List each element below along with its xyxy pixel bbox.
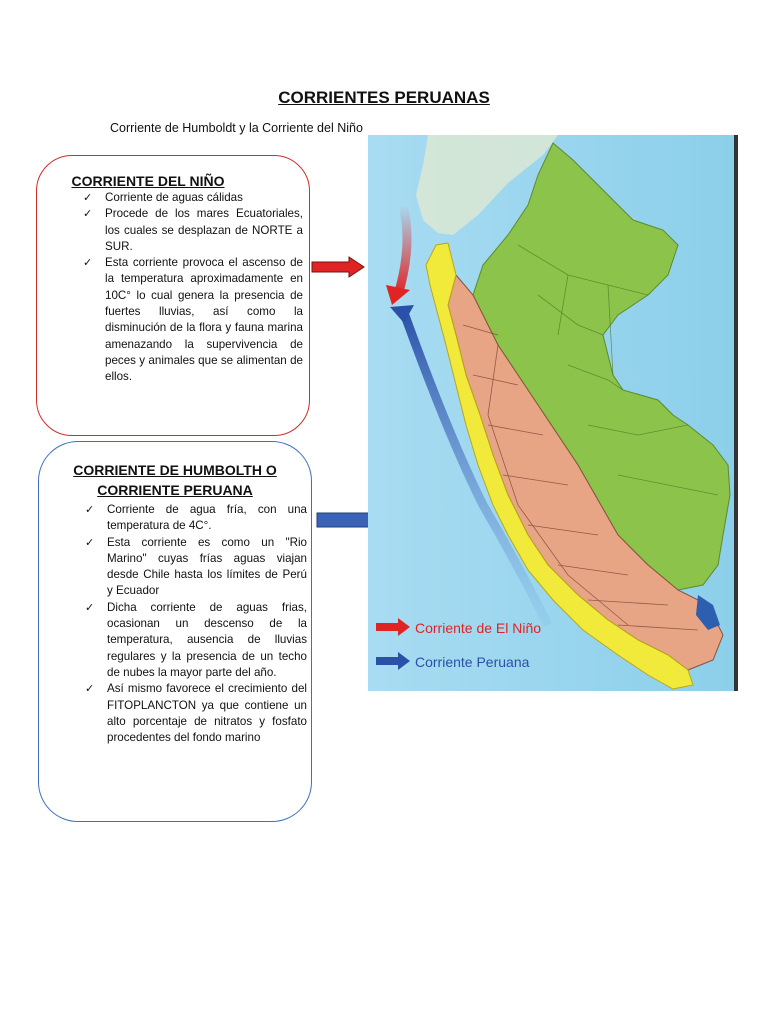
checkmark-icon: ✓ bbox=[83, 192, 93, 204]
list-item: ✓ Así mismo favorece el crecimiento del FITOPLANCTON ya que contiene un alto porcentaje de nitratos y fosfato procedentes del fondo marino bbox=[85, 682, 307, 745]
peru-currents-map bbox=[368, 135, 738, 691]
page-subtitle: Corriente de Humboldt y la Corriente del Niño bbox=[110, 121, 363, 135]
list-item: ✓ Esta corriente provoca el ascenso de la temperatura aproximadamente en 10C° lo cual genera la presencia de fuertes lluvias, así como la disminución de la flora y fauna marina amenazando la supervivencia de peces y animales que se alimentan de ellos. bbox=[83, 256, 303, 384]
checkmark-icon: ✓ bbox=[85, 504, 95, 516]
humboldt-box-title: CORRIENTE DE HUMBOLTH O CORRIENTE PERUANA bbox=[73, 462, 277, 498]
checkmark-icon: ✓ bbox=[85, 536, 95, 549]
list-item: ✓ Procede de los mares Ecuatoriales, los cuales se desplazan de NORTE a SUR. bbox=[83, 207, 303, 253]
humboldt-list bbox=[85, 502, 317, 746]
checkmark-icon: ✓ bbox=[83, 257, 93, 270]
list-item: ✓ Esta corriente es como un "Rio Marino" cuyas frías aguas viajan desde Chile hasta los límites de Perú y Ecuador bbox=[85, 535, 307, 598]
page-title: CORRIENTES PERUANAS bbox=[278, 88, 490, 107]
red-arrow-icon bbox=[311, 256, 365, 278]
list-item: ✓ Corriente de agua fría, con una temperatura de 4C°. bbox=[85, 503, 307, 533]
checkmark-icon: ✓ bbox=[85, 601, 95, 614]
checkmark-icon: ✓ bbox=[83, 208, 93, 221]
list-item: ✓ Corriente de aguas cálidas bbox=[83, 190, 303, 206]
checkmark-icon: ✓ bbox=[85, 683, 95, 696]
list-item: ✓ Dicha corriente de aguas frias, ocasionan un descenso de la temperatura, ausencia de lluvias regulares y la presencia de un techo de nubes la mayor parte del año. bbox=[85, 600, 307, 679]
nino-box-title: CORRIENTE DEL NIÑO bbox=[71, 173, 225, 189]
legend-peruana-label: Corriente Peruana bbox=[415, 654, 530, 670]
nino-list bbox=[83, 190, 313, 386]
humboldt-info-box bbox=[38, 441, 312, 822]
peru-map-image bbox=[368, 135, 738, 691]
nino-info-box bbox=[36, 155, 310, 436]
legend-nino-label: Corriente de El Niño bbox=[415, 620, 542, 636]
